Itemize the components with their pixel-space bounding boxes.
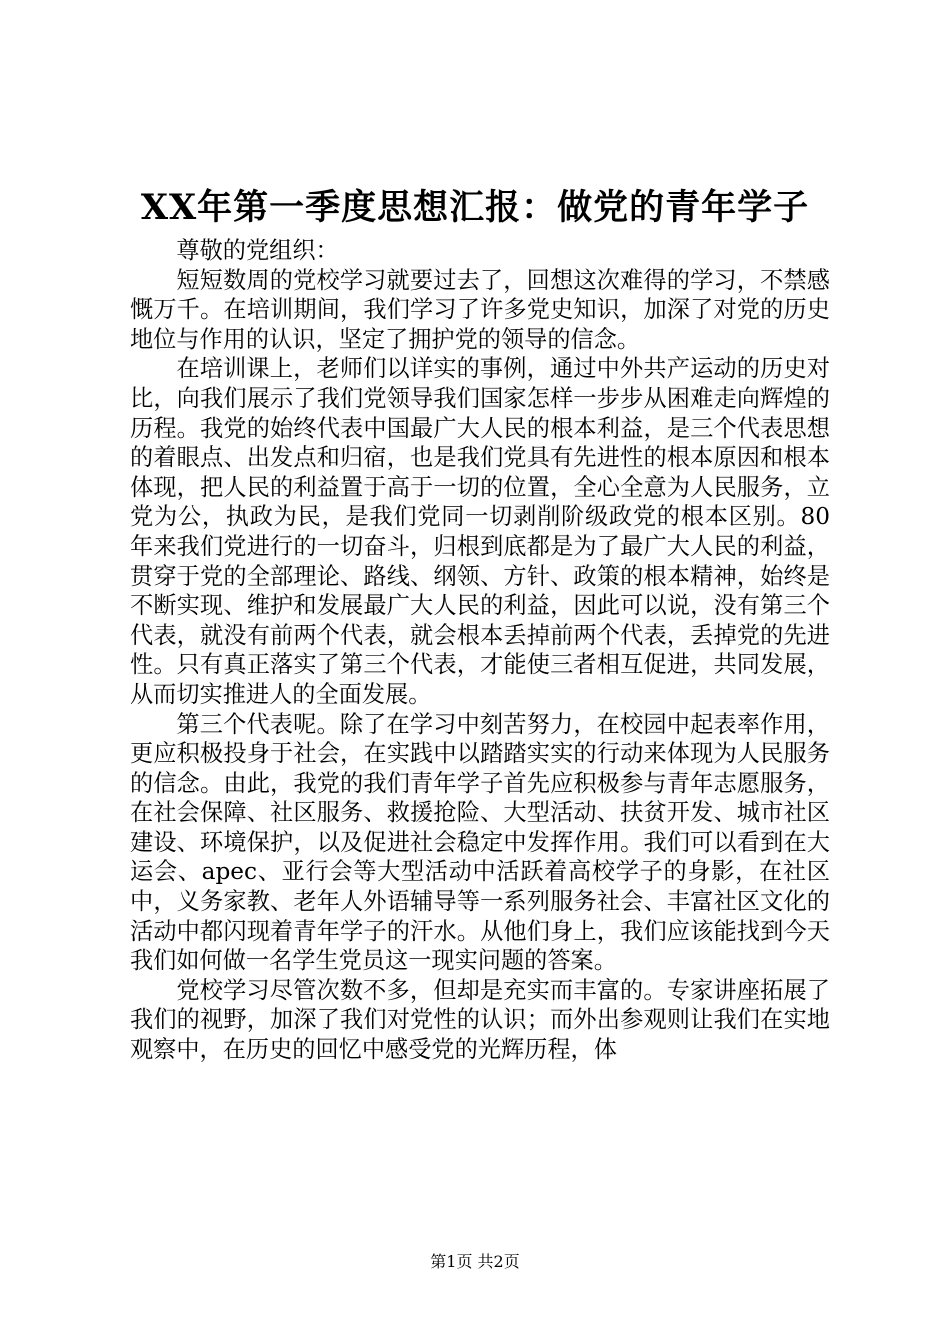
document-body — [130, 236, 830, 1065]
paragraph-4: 党校学习尽管次数不多，但却是充实而丰富的。专家讲座拓展了我们的视野，加深了我们对党性的认识；而外出参观则让我们在实地观察中，在历史的回忆中感受党的光辉历程，体 — [130, 976, 830, 1064]
paragraph-3: 第三个代表呢。除了在学习中刻苦努力，在校园中起表率作用，更应积极投身于社会，在实践中以踏踏实实的行动来体现为人民服务的信念。由此，我党的我们青年学子首先应积极参与青年志愿服务，在社会保障、社区服务、救援抢险、大型活动、扶贫开发、城市社区建设、环境保护，以及促进社会稳定中发挥作用。我们可以看到在大运会、apec、亚行会等大型活动中活跃着高校学子的身影，在社区中，义务家教、老年人外语辅导等一系列服务社会、丰富社区文化的活动中都闪现着青年学子的汗水。从他们身上，我们应该能找到今天我们如何做一名学生党员这一现实问题的答案。 — [130, 710, 830, 975]
paragraph-2: 在培训课上，老师们以详实的事例，通过中外共产运动的历史对比，向我们展示了我们党领导我们国家怎样一步步从困难走向辉煌的历程。我党的始终代表中国最广大人民的根本利益，是三个代表思想的着眼点、出发点和归宿，也是我们党具有先进性的根本原因和根本体现，把人民的利益置于高于一切的位置，全心全意为人民服务，立党为公，执政为民，是我们党同一切剥削阶级政党的根本区别。80年来我们党进行的一切奋斗，归根到底都是为了最广大人民的利益，贯穿于党的全部理论、路线、纲领、方针、政策的根本精神，始终是不断实现、维护和发展最广大人民的利益，因此可以说，没有第三个代表，就没有前两个代表，就会根本丢掉前两个代表，丢掉党的先进性。只有真正落实了第三个代表，才能使三者相互促进，共同发展，从而切实推进人的全面发展。 — [130, 355, 830, 708]
document-title: XX年第一季度思想汇报：做党的青年学子 — [140, 187, 810, 228]
salutation: 尊敬的党组织： — [176, 237, 339, 264]
page-footer: 第1页 共2页 — [430, 1252, 520, 1271]
paragraph-1: 短短数周的党校学习就要过去了，回想这次难得的学习，不禁感慨万千。在培训期间，我们学习了许多党史知识，加深了对党的历史地位与作用的认识，坚定了拥护党的领导的信念。 — [130, 266, 830, 353]
